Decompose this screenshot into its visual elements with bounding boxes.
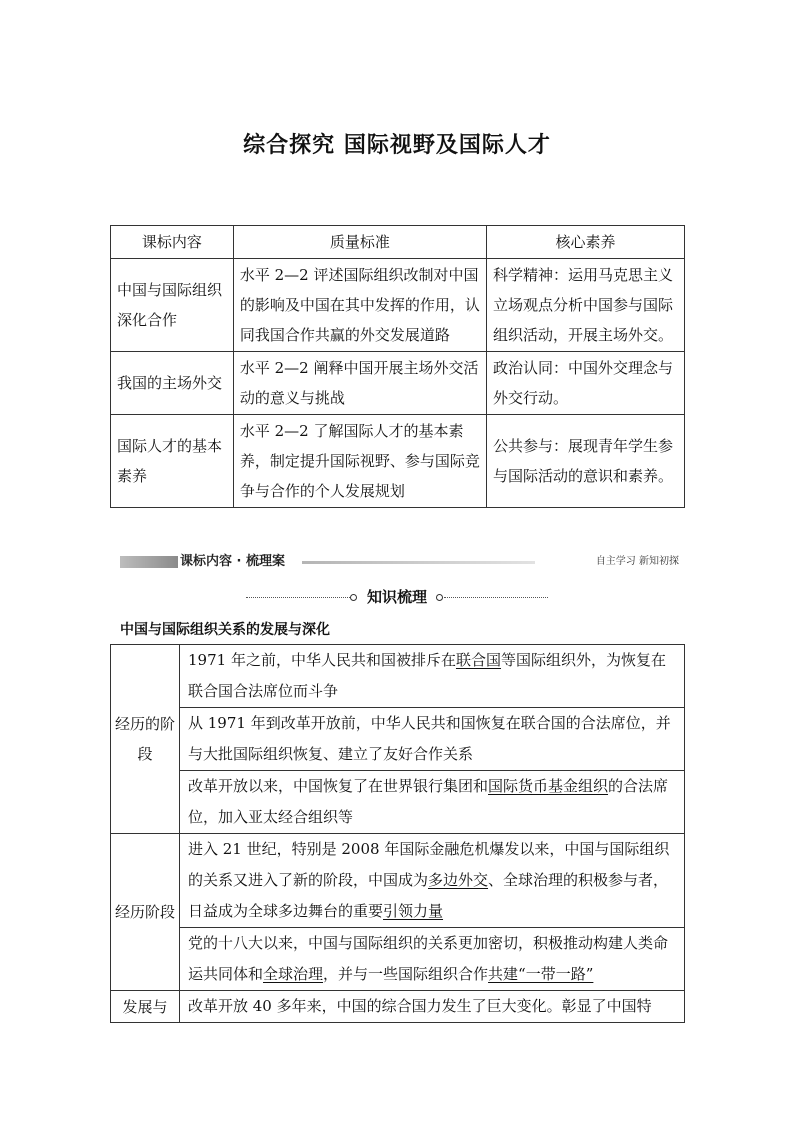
- subheading: 中国与国际组织关系的发展与深化: [120, 622, 330, 638]
- cell-standard: 水平 2—2 了解国际人才的基本素养，制定提升国际视野、参与国际竞争与合作的个人发展规划: [233, 415, 486, 508]
- page-title: 综合探究 国际视野及国际人才: [243, 133, 551, 158]
- row-label: 经历的阶段: [111, 645, 180, 834]
- banner-bar: [120, 556, 178, 568]
- section-banner: [120, 553, 685, 571]
- underlined-term: 共建“一带一路”: [488, 965, 594, 983]
- underlined-term: 引领力量: [383, 902, 444, 920]
- stage-cell: 从 1971 年到改革开放前，中华人民共和国恢复在联合国的合法席位，并与大批国际组织恢复、建立了友好合作关系: [180, 708, 685, 771]
- circle-ornament-icon: [436, 594, 443, 601]
- underlined-term: 国际货币基金组织: [488, 777, 609, 795]
- cell-literacy: 公共参与：展现青年学生参与国际活动的意识和素养。: [486, 415, 684, 508]
- stage-cell: 改革开放以来，中国恢复了在世界银行集团和国际货币基金组织的合法席位，加入亚太经合组织等: [180, 771, 685, 834]
- row-label: 发展与: [111, 991, 180, 1023]
- cell-content: 我国的主场外交: [111, 352, 234, 415]
- table-row: [111, 928, 685, 991]
- header-quality-standard: 质量标准: [233, 226, 486, 259]
- table-row: [111, 352, 685, 415]
- dotted-divider-right: [444, 597, 548, 598]
- banner-divider: [302, 561, 535, 564]
- curriculum-standards-table: [110, 225, 685, 508]
- row-label: 经历阶段: [111, 834, 180, 991]
- header-curriculum-content: 课标内容: [111, 226, 234, 259]
- cell-content: 中国与国际组织深化合作: [111, 259, 234, 352]
- table-row: [111, 259, 685, 352]
- cell-literacy: 科学精神：运用马克思主义立场观点分析中国参与国际组织活动，开展主场外交。: [486, 259, 684, 352]
- knowledge-heading-row: [0, 585, 794, 609]
- cell-standard: 水平 2—2 评述国际组织改制对中国的影响及中国在其中发挥的作用，认同我国合作共赢的外交发展道路: [233, 259, 486, 352]
- knowledge-heading: 知识梳理: [366, 588, 427, 606]
- stage-cell: 改革开放 40 多年来，中国的综合国力发生了巨大变化。彰显了中国特: [180, 991, 685, 1023]
- table-row: [111, 991, 685, 1023]
- stage-cell: 进入 21 世纪，特别是 2008 年国际金融危机爆发以来，中国与国际组织的关系又进入了新的阶段，中国成为多边外交、全球治理的积极参与者，日益成为全球多边舞台的重要引领力量: [180, 834, 685, 928]
- underlined-term: 全球治理: [263, 965, 324, 983]
- table-row: [111, 771, 685, 834]
- underlined-term: 联合国: [455, 651, 501, 669]
- table-header-row: [111, 226, 685, 259]
- stage-cell: 党的十八大以来，中国与国际组织的关系更加密切，积极推动构建人类命运共同体和全球治理，并与一些国际组织合作共建“一带一路”: [180, 928, 685, 991]
- table-row: [111, 415, 685, 508]
- cell-content: 国际人才的基本素养: [111, 415, 234, 508]
- banner-label: 课标内容 · 梳理案: [180, 554, 285, 569]
- header-core-literacy: 核心素养: [486, 226, 684, 259]
- table-row: [111, 645, 685, 708]
- table-row: [111, 834, 685, 928]
- banner-right-label: 自主学习 新知初探: [595, 556, 679, 567]
- stage-cell: 1971 年之前，中华人民共和国被排斥在联合国等国际组织外，为恢复在联合国合法席位而斗争: [180, 645, 685, 708]
- underlined-term: 多边外交: [428, 871, 489, 889]
- relations-table: [110, 644, 685, 1023]
- table-row: [111, 708, 685, 771]
- cell-literacy: 政治认同：中国外交理念与外交行动。: [486, 352, 684, 415]
- cell-standard: 水平 2—2 阐释中国开展主场外交活动的意义与挑战: [233, 352, 486, 415]
